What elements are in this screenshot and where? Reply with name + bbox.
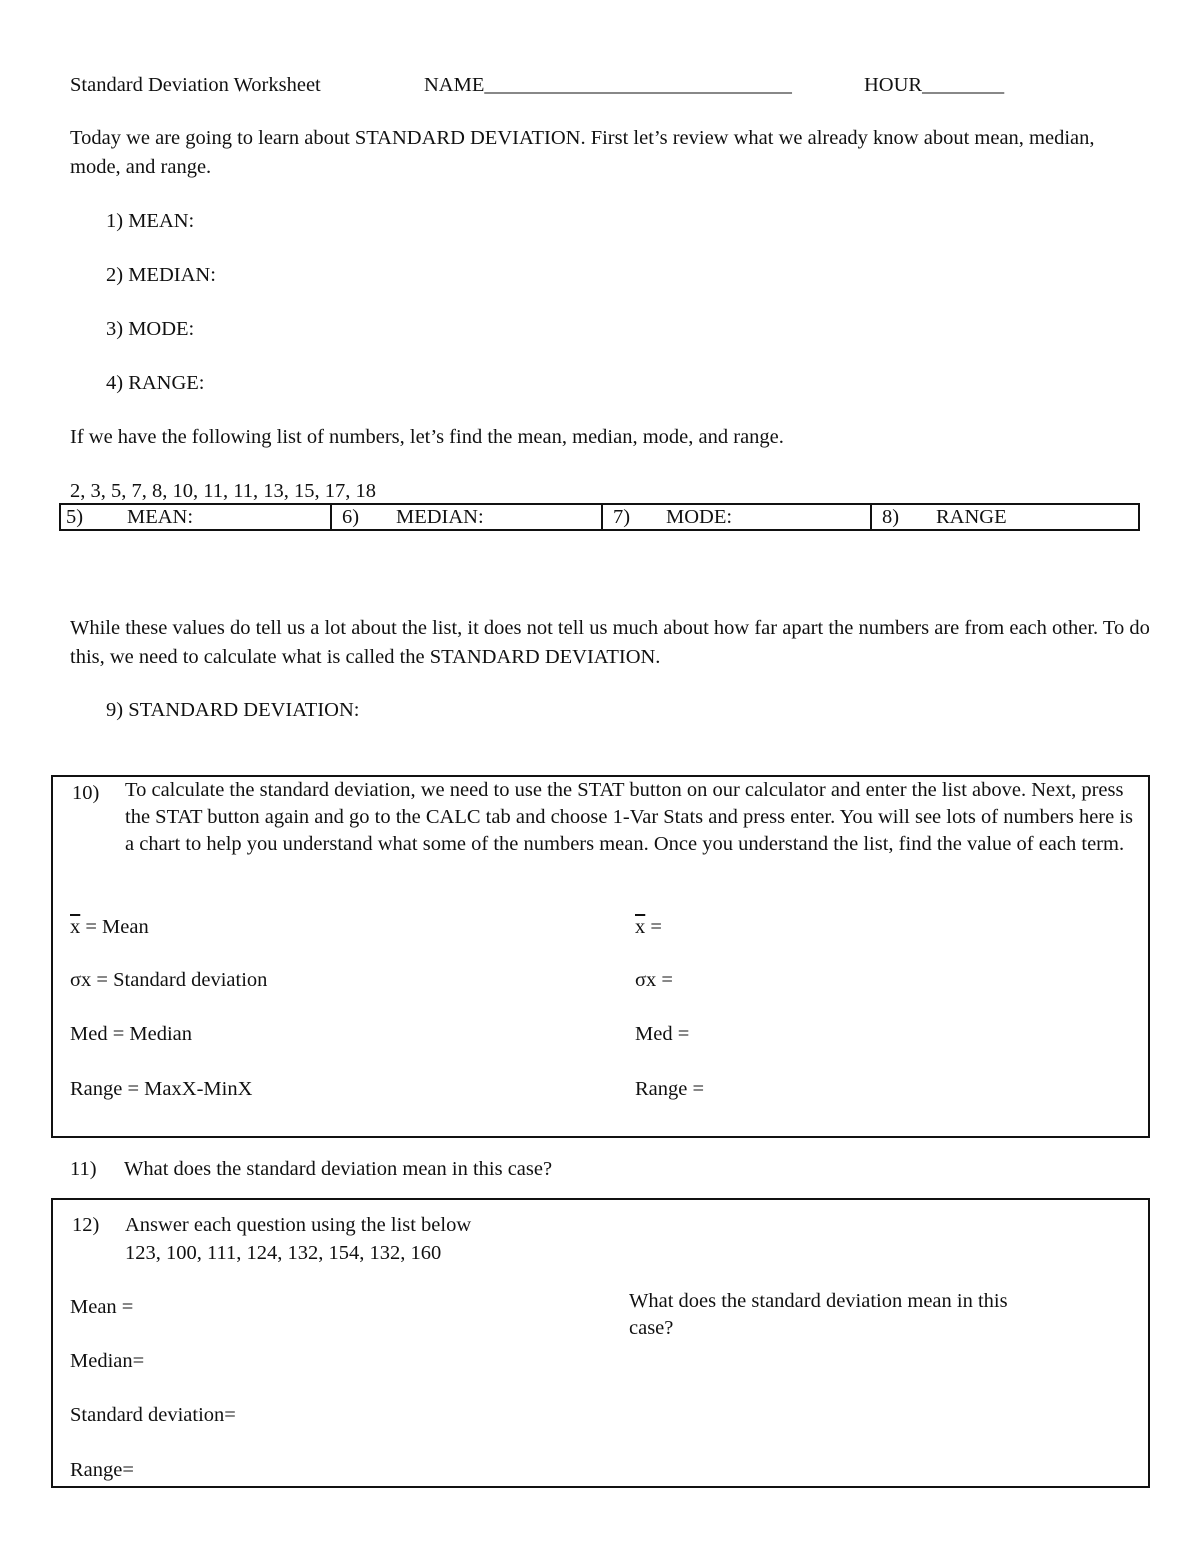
intro-paragraph: Today we are going to learn about STANDARD DEVIATION. First let’s review what we already know about mean, median, mode, and range. xyxy=(70,127,1095,178)
box12-number: 12) xyxy=(72,1214,100,1236)
table-divider xyxy=(870,505,872,529)
hour-field[interactable]: HOUR________ xyxy=(864,74,1005,96)
q11-number: 11) xyxy=(70,1158,97,1180)
box12-question: What does the standard deviation mean in this case? xyxy=(629,1290,1008,1339)
box10-instructions: To calculate the standard deviation, we need to use the STAT button on our calculator and enter the list above. Next, press the STAT button again and go to the CALC tab and choose 1-Var Stats and press enter. You will see lots of numbers here is a chart to help you understand what some of the numbers mean. Once you understand the list, find the value of each term. xyxy=(125,779,1134,855)
table-cell-median[interactable]: MEDIAN: xyxy=(396,506,484,528)
review-item-mean: 1) MEAN: xyxy=(106,210,195,232)
box10-number: 10) xyxy=(72,782,100,804)
box12-prompt: Answer each question using the list below xyxy=(125,1214,472,1236)
answer-std-dev[interactable]: σx = xyxy=(635,969,673,991)
term-range: Range = MaxX-MinX xyxy=(70,1078,253,1100)
box12-list: 123, 100, 111, 124, 132, 154, 132, 160 xyxy=(125,1242,442,1264)
table-divider xyxy=(330,505,332,529)
number-list: 2, 3, 5, 7, 8, 10, 11, 11, 13, 15, 17, 18 xyxy=(70,480,376,502)
table-cell-num: 5) xyxy=(66,506,84,528)
review-item-median: 2) MEDIAN: xyxy=(106,264,216,286)
practice-box xyxy=(51,1198,1150,1488)
q11-text: What does the standard deviation mean in this case? xyxy=(124,1158,553,1180)
table-cell-num: 8) xyxy=(882,506,900,528)
term-mean: $\overline{x}$ = Mean xyxy=(70,916,149,938)
field-median[interactable]: Median= xyxy=(70,1350,145,1372)
review-item-range: 4) RANGE: xyxy=(106,372,205,394)
xbar-symbol: $\overline{x}$ xyxy=(635,916,646,938)
spread-paragraph: While these values do tell us a lot about the list, it does not tell us much about how far apart the numbers are from each other. To do this, we need to calculate what is called the STANDARD DEVIATION. xyxy=(70,617,1150,668)
table-cell-mode[interactable]: MODE: xyxy=(666,506,733,528)
table-cell-range[interactable]: RANGE xyxy=(936,506,1007,528)
list-prompt: If we have the following list of numbers, let’s find the mean, median, mode, and range. xyxy=(70,426,784,448)
table-divider xyxy=(601,505,603,529)
field-std-dev[interactable]: Standard deviation= xyxy=(70,1404,236,1426)
field-mean[interactable]: Mean = xyxy=(70,1296,134,1318)
worksheet-title: Standard Deviation Worksheet xyxy=(70,74,321,96)
answer-range[interactable]: Range = xyxy=(635,1078,705,1100)
field-range[interactable]: Range= xyxy=(70,1459,134,1481)
calculator-box xyxy=(51,775,1150,1138)
term-median: Med = Median xyxy=(70,1023,193,1045)
review-item-mode: 3) MODE: xyxy=(106,318,195,340)
table-cell-num: 7) xyxy=(613,506,631,528)
table-cell-mean[interactable]: MEAN: xyxy=(127,506,194,528)
table-cell-num: 6) xyxy=(342,506,360,528)
name-field[interactable]: NAME______________________________ xyxy=(424,74,792,96)
answer-median[interactable]: Med = xyxy=(635,1023,690,1045)
stats-table xyxy=(59,503,1140,531)
answer-mean[interactable]: $\overline{x}$ = xyxy=(635,916,662,938)
xbar-symbol: $\overline{x}$ xyxy=(70,916,81,938)
term-std-dev: σx = Standard deviation xyxy=(70,969,268,991)
item-standard-deviation: 9) STANDARD DEVIATION: xyxy=(106,699,360,721)
